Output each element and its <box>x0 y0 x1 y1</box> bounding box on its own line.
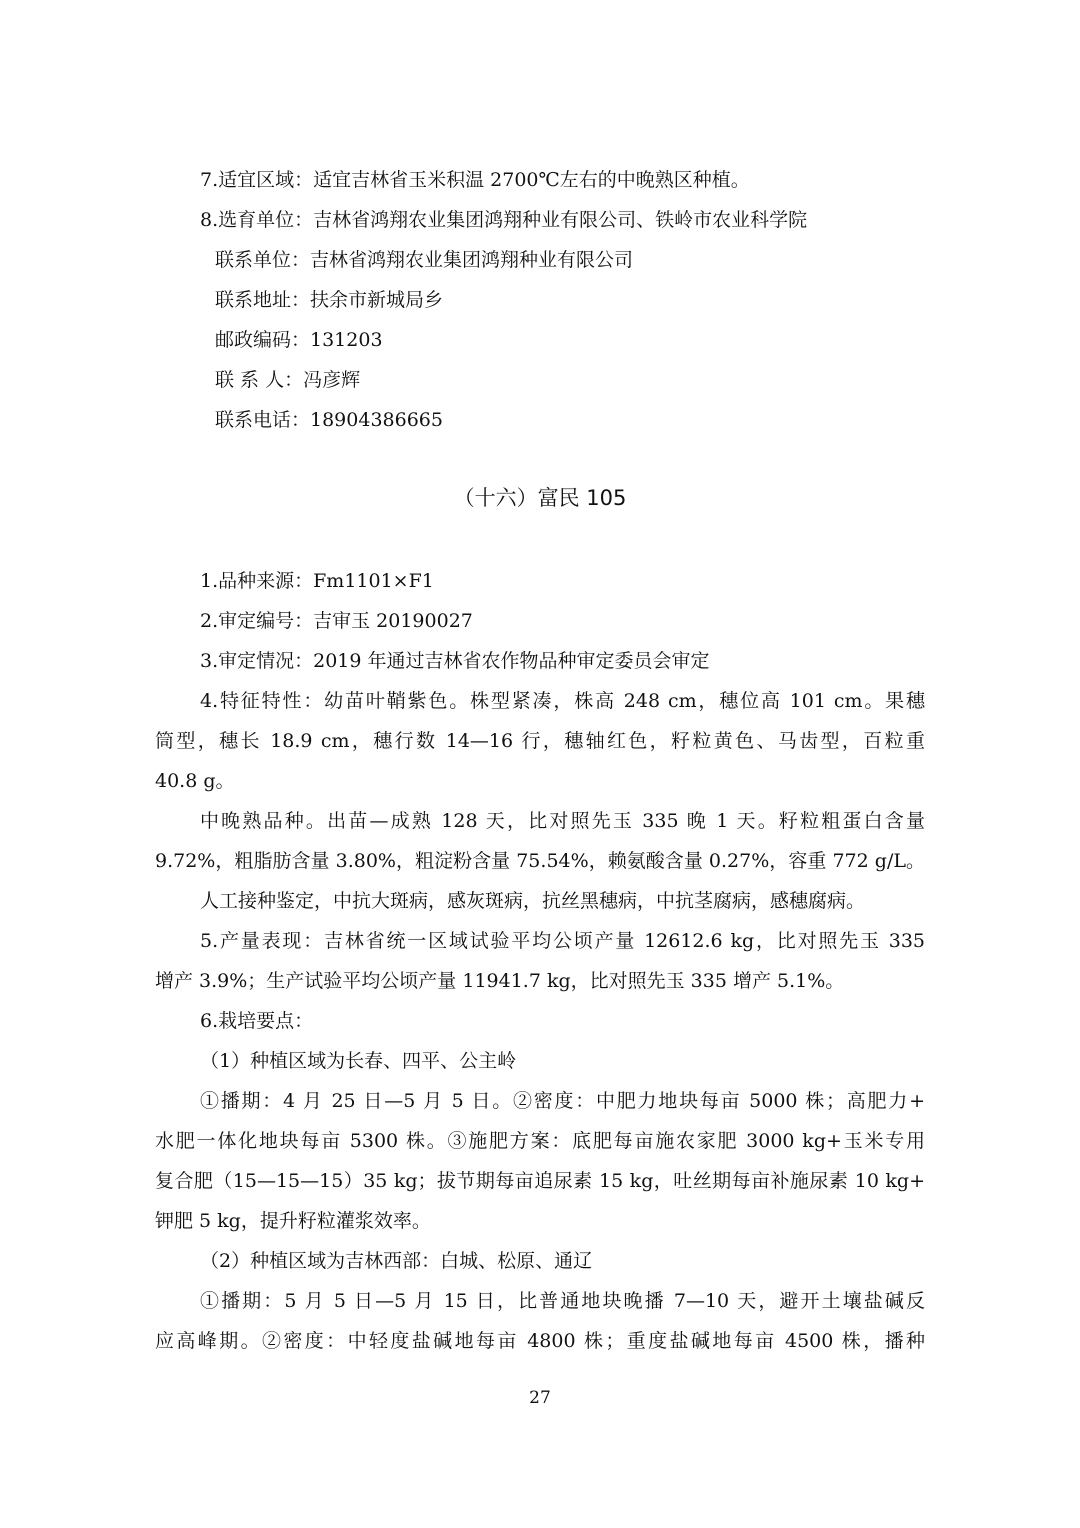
page-number: 27 <box>529 1388 551 1408</box>
maturity-line-2: 9.72%，粗脂肪含量 3.80%，粗淀粉含量 75.54%，赖氨酸含量 0.27%，容重 772 g/L。 <box>155 850 925 872</box>
contact-unit-line: 联系单位：吉林省鸿翔农业集团鸿翔种业有限公司 <box>215 249 634 271</box>
zone1-line-1: ①播期：4 月 25 日—5 月 5 日。②密度：中肥力地块每亩 5000 株；高肥力+ <box>200 1090 925 1112</box>
source-line: 1.品种来源：Fm1101×F1 <box>200 570 434 592</box>
breeder-line: 8.选育单位：吉林省鸿翔农业集团鸿翔种业有限公司、铁岭市农业科学院 <box>200 209 808 231</box>
zone1-heading: （1）种植区域为长春、四平、公主岭 <box>200 1050 517 1072</box>
zone2-heading: （2）种植区域为吉林西部：白城、松原、通辽 <box>200 1250 593 1272</box>
region-line: 7.适宜区域：适宜吉林省玉米积温 2700℃左右的中晚熟区种植。 <box>200 169 750 191</box>
approval-number-line: 2.审定编号：吉审玉 20190027 <box>200 610 473 632</box>
postal-code-line: 邮政编码：131203 <box>215 329 383 351</box>
zone1-line-4: 钾肥 5 kg，提升籽粒灌浆效率。 <box>155 1210 431 1232</box>
cultivation-heading: 6.栽培要点： <box>200 1010 314 1032</box>
contact-address-line: 联系地址：扶余市新城局乡 <box>215 289 444 311</box>
contact-person-line: 联 系 人：冯彦辉 <box>215 369 361 391</box>
yield-line-2: 增产 3.9%；生产试验平均公顷产量 11941.7 kg，比对照先玉 335 增产 5.1%。 <box>155 970 845 992</box>
yield-line-1: 5.产量表现：吉林省统一区域试验平均公顷产量 12612.6 kg，比对照先玉 335 <box>200 930 925 952</box>
zone2-line-2: 应高峰期。②密度：中轻度盐碱地每亩 4800 株；重度盐碱地每亩 4500 株，播种 <box>155 1330 925 1352</box>
traits-line-2: 筒型，穗长 18.9 cm，穗行数 14—16 行，穗轴红色，籽粒黄色、马齿型，百粒重 <box>155 730 925 752</box>
traits-line-1: 4.特征特性：幼苗叶鞘紫色。株型紧凑，株高 248 cm，穗位高 101 cm。果穗 <box>200 690 925 712</box>
zone1-line-2: 水肥一体化地块每亩 5300 株。③施肥方案：底肥每亩施农家肥 3000 kg+玉米专用 <box>155 1130 925 1152</box>
traits-line-3: 40.8 g。 <box>155 770 235 792</box>
zone2-line-1: ①播期：5 月 5 日—5 月 15 日，比普通地块晚播 7—10 天，避开土壤盐碱反 <box>200 1290 925 1312</box>
disease-line: 人工接种鉴定，中抗大斑病，感灰斑病，抗丝黑穗病，中抗茎腐病，感穗腐病。 <box>200 890 866 912</box>
zone1-line-3: 复合肥（15—15—15）35 kg；拔节期每亩追尿素 15 kg，吐丝期每亩补施尿素 10 kg+ <box>155 1170 925 1192</box>
maturity-line-1: 中晚熟品种。出苗—成熟 128 天，比对照先玉 335 晚 1 天。籽粒粗蛋白含量 <box>200 810 925 832</box>
approval-status-line: 3.审定情况：2019 年通过吉林省农作物品种审定委员会审定 <box>200 650 710 672</box>
contact-phone-line: 联系电话：18904386665 <box>215 409 443 431</box>
section-title: （十六）富民 105 <box>453 486 627 510</box>
